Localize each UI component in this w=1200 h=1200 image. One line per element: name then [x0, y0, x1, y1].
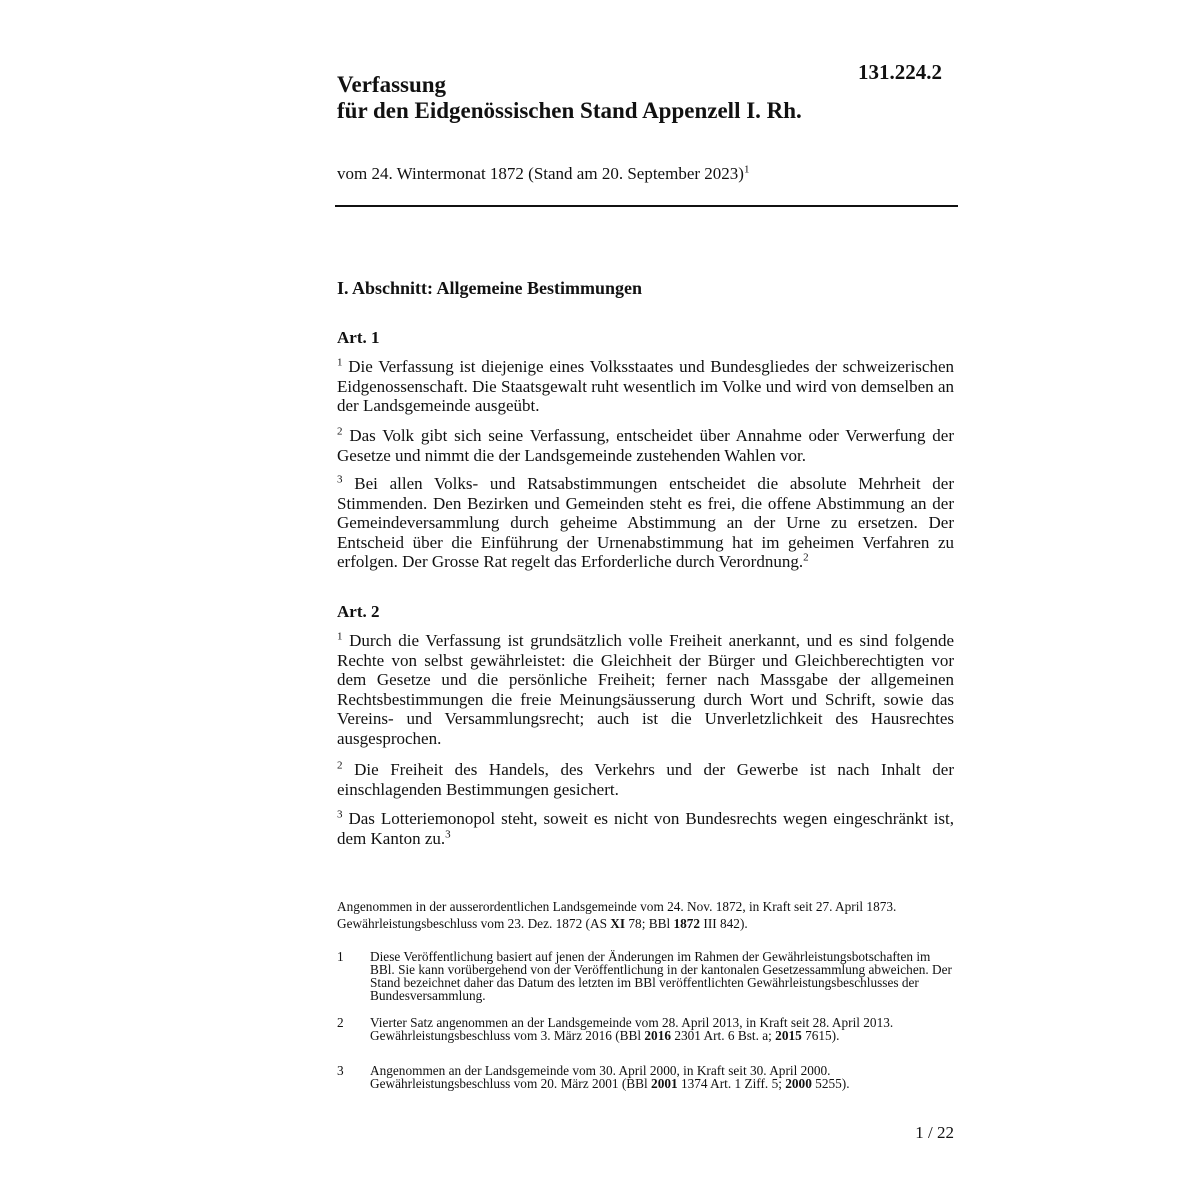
footnote-text-part: Angenommen an der Landsgemeinde vom 30. April 2000, in Kraft seit 30. April 2000. Gewährleistungsbeschluss vom 20. März 2001 (BBl [370, 1063, 831, 1091]
adoption-text: Angenommen in der ausserordentlichen Landsgemeinde vom 24. Nov. 1872, in Kraft seit 27. April 1873. Gewährleistungsbeschluss vom 23. Dez. 1872 (AS [337, 899, 897, 931]
document-number: 131.224.2 [858, 60, 942, 84]
paragraph-text: Das Volk gibt sich seine Verfassung, entscheidet über Annahme oder Verwerfung der Gesetze und nimmt die der Landsgemeinde zustehenden Wahlen vor. [337, 426, 955, 465]
footnote-2 [337, 1016, 957, 1064]
footnote-number: 2 [337, 1015, 344, 1030]
paragraph-text: Die Freiheit des Handels, des Verkehrs und der Gewerbe ist nach Inhalt der einschlagenden Bestimmungen gesichert. [337, 760, 955, 799]
footnote-bold: 2015 [775, 1028, 802, 1043]
paragraph-number: 2 [337, 425, 343, 438]
article-2-paragraph-1 [337, 631, 954, 749]
article-2-paragraph-2 [337, 760, 954, 799]
paragraph-text: Durch die Verfassung ist grundsätzlich volle Freiheit anerkannt, und es sind folgende Rechte von selbst gewährleistet: die Gleichheit der Bürger und Gleichberechtigten vor dem Gesetze und die persönliche Freiheit; ferner nach Massgabe der allgemeinen Rechtsbestimmungen die freie Meinungsäusserung durch Wort und Schrift, sowie das Vereins- und Versammlungsrecht; auch ist die Unverletzlichkeit des Hausrechtes ausgesprochen. [337, 631, 955, 748]
article-1-paragraph-2 [337, 426, 954, 465]
footnote-number: 1 [337, 949, 344, 964]
footnote-ref-2[interactable]: 2 [803, 551, 809, 564]
header-divider [335, 205, 958, 207]
paragraph-text: Die Verfassung ist diejenige eines Volksstaates und Bundesgliedes der schweizerischen Eidgenossenschaft. Die Staatsgewalt ruht wesentlich im Volke und wird von demselben an der Landsgemeinde ausgeübt. [337, 357, 954, 416]
paragraph-number: 3 [337, 808, 343, 821]
document-title-line-2: für den Eidgenössischen Stand Appenzell I. Rh. [337, 98, 802, 123]
paragraph-text: Bei allen Volks- und Ratsabstimmungen entscheidet die absolute Mehrheit der Stimmenden. Den Bezirken und Gemeinden steht es frei, die offene Abstimmung an der Gemeindeversammlung durch geheime Abstimmung an der Urne zu ersetzen. Der Entscheid über die Einführung der Urnenabstimmung hat im geheimen Verfahren zu erfolgen. Der Grosse Rat regelt das Erforderliche durch Verordnung. [337, 474, 954, 572]
footnote-bold: 2001 [651, 1076, 678, 1091]
article-2-heading: Art. 2 [337, 602, 380, 621]
footnote-text-part: 1374 Art. 1 Ziff. 5; [677, 1076, 786, 1091]
footnote-text [370, 1064, 955, 1090]
adoption-text: 78; BBl [625, 915, 674, 931]
footnote-3 [337, 1064, 957, 1098]
footnote-text-part: Vierter Satz angenommen an der Landsgemeinde vom 28. April 2013, in Kraft seit 28. April 2013. Gewährleistungsbeschluss vom 3. März 2016 (BBl [370, 1015, 894, 1043]
section-heading: I. Abschnitt: Allgemeine Bestimmungen [337, 278, 643, 298]
adoption-bold: 1872 [673, 915, 701, 931]
adoption-bold: XI [610, 915, 626, 931]
footnote-1 [337, 950, 957, 1016]
footnote-ref-1[interactable]: 1 [743, 163, 750, 176]
paragraph-number: 3 [337, 473, 343, 486]
document-title-line-1: Verfassung [337, 72, 447, 97]
footnote-text [370, 1016, 955, 1042]
subtitle-text: vom 24. Wintermonat 1872 (Stand am 20. September 2023) [337, 164, 744, 183]
adoption-text: III 842). [700, 915, 748, 931]
footnote-bold: 2000 [785, 1076, 812, 1091]
footnote-number: 3 [337, 1063, 344, 1078]
article-1-heading: Art. 1 [337, 328, 380, 347]
footnote-text-part: 2301 Art. 6 Bst. a; [671, 1028, 776, 1043]
paragraph-number: 2 [337, 759, 343, 772]
footnote-bold: 2016 [644, 1028, 671, 1043]
document-subtitle [337, 163, 749, 185]
paragraph-text: Das Lotteriemonopol steht, soweit es nicht von Bundesrechts wegen eingeschränkt ist, dem Kanton zu. [337, 809, 955, 848]
paragraph-number: 1 [337, 630, 343, 643]
page-number: 1 / 22 [915, 1123, 954, 1142]
paragraph-number: 1 [337, 356, 343, 369]
footnote-ref-3[interactable]: 3 [445, 827, 451, 840]
footnote-text-part: 7615). [801, 1028, 840, 1043]
article-1-paragraph-1 [337, 357, 954, 416]
footnote-text-part: 5255). [811, 1076, 850, 1091]
article-1-paragraph-3 [337, 474, 954, 572]
footnote-text: Diese Veröffentlichung basiert auf jenen der Änderungen im Rahmen der Gewährleistungsbotschaften im BBl. Sie kann vorübergehend von der Veröffentlichung in der kantonalen Gesetzessammlung abweichen. Der Stand bezeichnet daher das Datum des letzten im BBl veröffentlichten Gewährleistungsbeschlusses der Bundesversammlung. [370, 949, 952, 1003]
article-2-paragraph-3 [337, 809, 954, 848]
adoption-note [337, 899, 907, 932]
